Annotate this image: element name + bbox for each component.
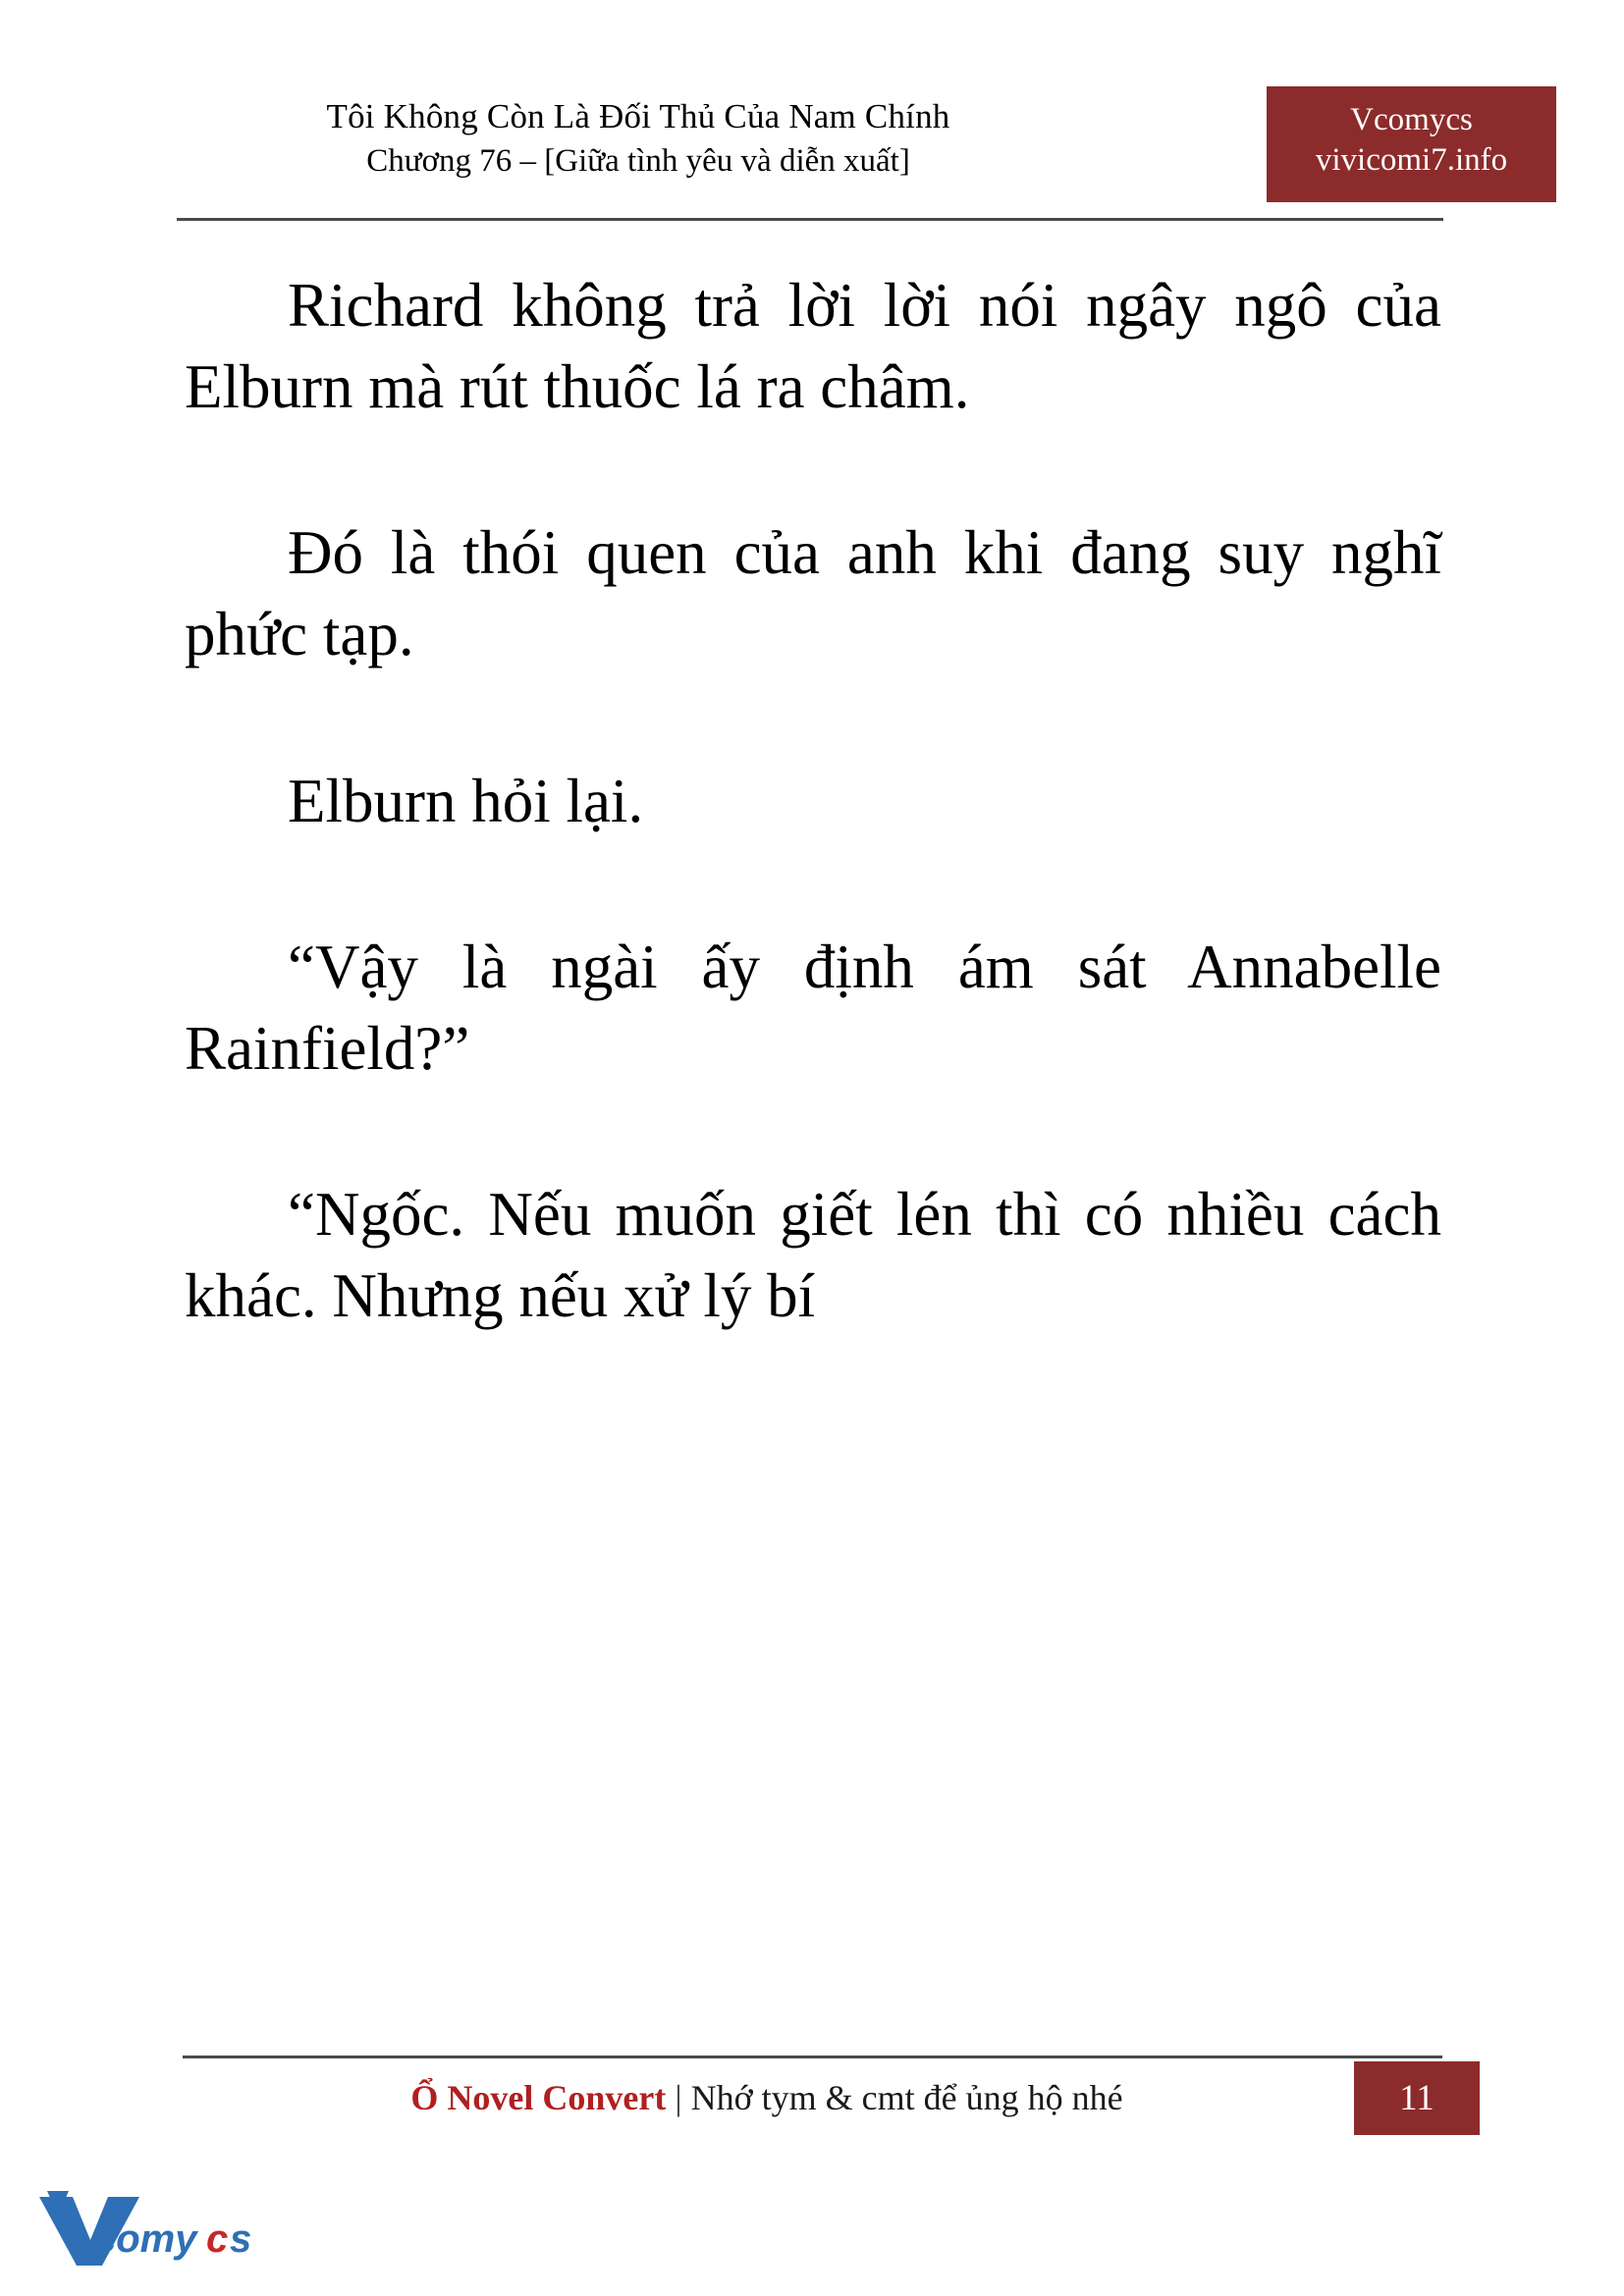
paragraph: “Ngốc. Nếu muốn giết lén thì có nhiều cách khác. Nhưng nếu xử lý bí <box>185 1180 1441 1331</box>
paragraph: Đó là thói quen của anh khi đang suy nghĩ phức tạp. <box>185 518 1441 669</box>
site-badge <box>1267 86 1556 202</box>
footer-credit <box>183 2077 1351 2118</box>
footer-brand: Ổ Novel Convert <box>410 2078 667 2117</box>
paragraph: Richard không trả lời lời nói ngây ngô của Elburn mà rút thuốc lá ra châm. <box>185 271 1441 422</box>
svg-text:s: s <box>230 2217 252 2261</box>
svg-text:c: c <box>206 2217 229 2261</box>
header-title-block <box>177 93 1100 184</box>
footer-divider <box>183 2056 1442 2058</box>
footer-note: Nhớ tym & cmt để ủng hộ nhé <box>690 2078 1123 2117</box>
site-badge-name: Vcomycs <box>1350 102 1473 137</box>
paragraph: “Vậy là ngài ấy định ám sát Annabelle Rainfield?” <box>185 932 1441 1083</box>
footer-separator: | <box>675 2078 682 2117</box>
page-number: 11 <box>1354 2061 1480 2135</box>
novel-title: Tôi Không Còn Là Đối Thủ Của Nam Chính <box>326 97 950 135</box>
site-badge-url: vivicomi7.info <box>1315 142 1508 179</box>
svg-text:comy: comy <box>94 2217 197 2261</box>
page-header <box>177 93 1508 221</box>
page-footer <box>183 2069 1442 2134</box>
page-content <box>185 265 1441 1337</box>
vcomycs-watermark-logo <box>33 2189 259 2269</box>
header-divider <box>177 218 1443 221</box>
chapter-title: Chương 76 – [Giữa tình yêu và diễn xuất] <box>366 143 910 180</box>
paragraph: Elburn hỏi lại. <box>288 766 644 835</box>
